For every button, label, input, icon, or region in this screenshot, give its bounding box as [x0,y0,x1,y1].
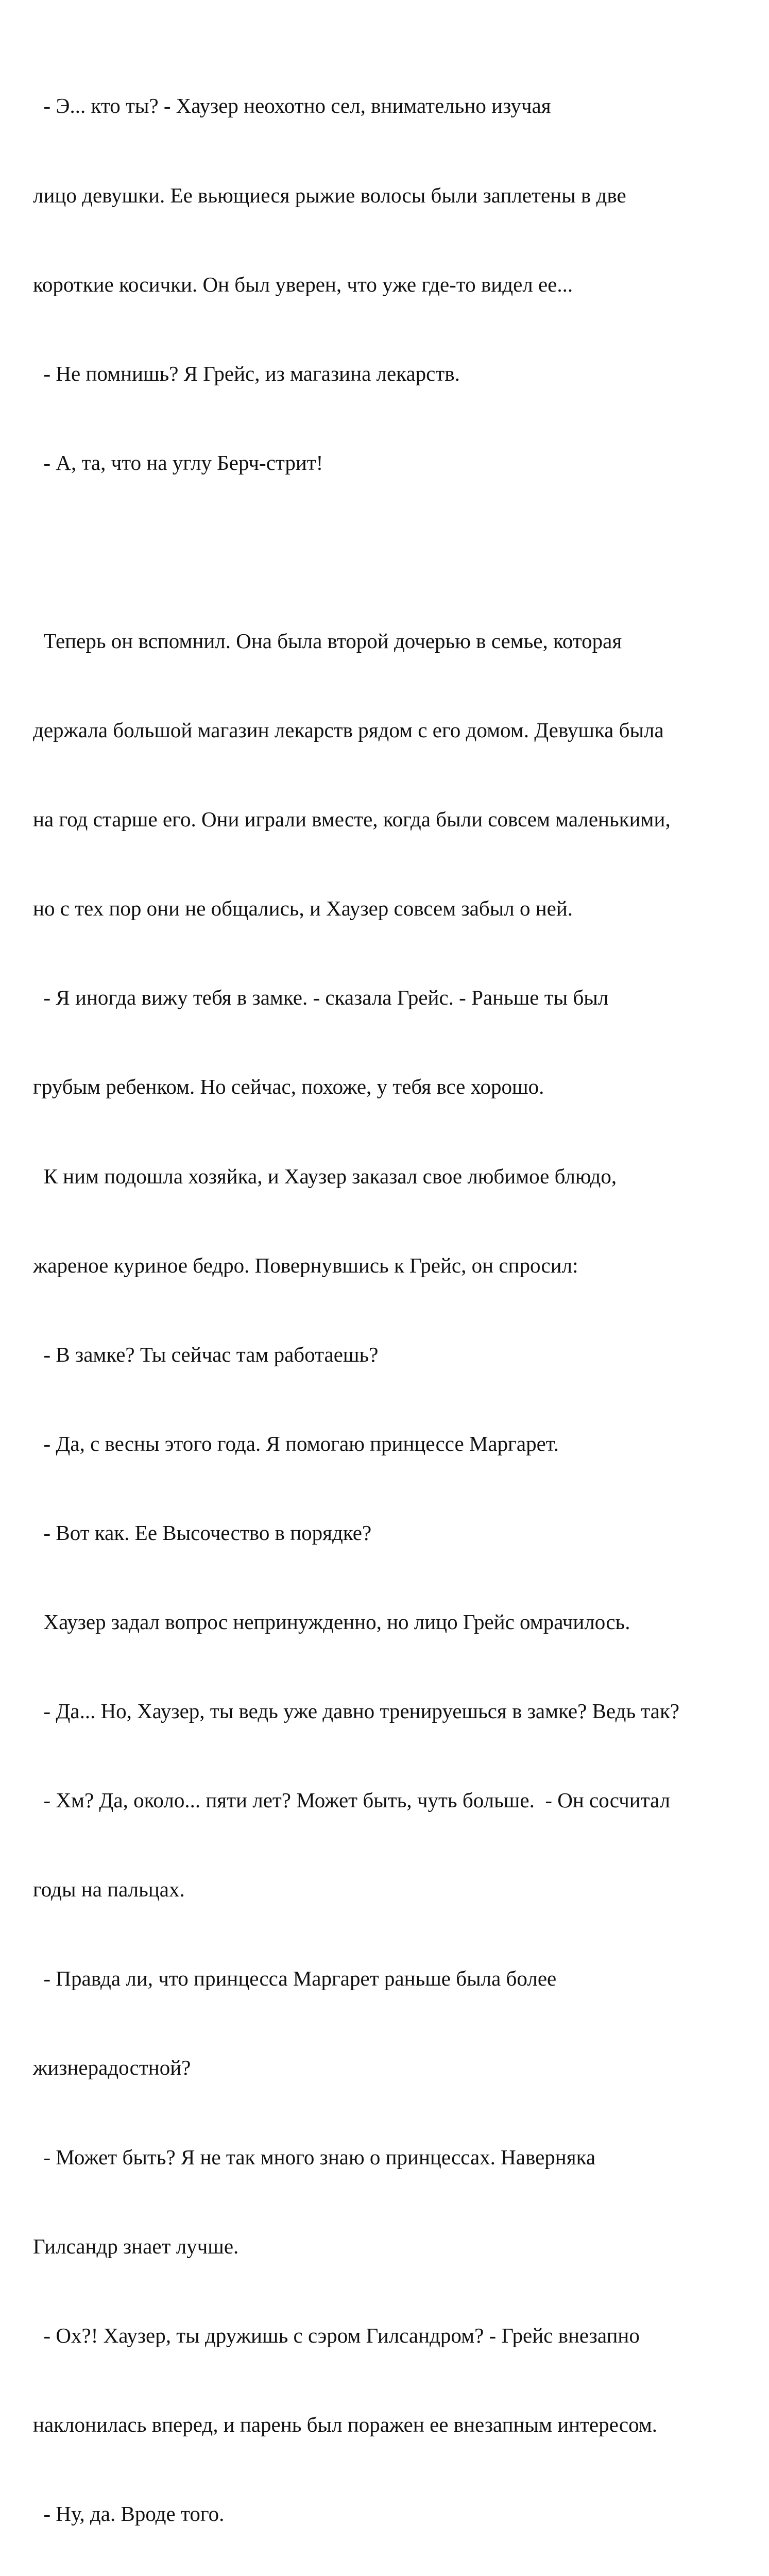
text-line: - А, та, что на углу Берч-стрит! [33,450,323,474]
text-line: - Я иногда вижу тебя в замке. - сказала Грейс. - Раньше ты был [33,986,609,1010]
text-line: держала большой магазин лекарств рядом с его домом. Девушка была [33,718,664,742]
text-line: - Не помнишь? Я Грейс, из магазина лекарств. [33,361,460,385]
text-line: - Ну, да. Вроде того. [33,2501,225,2526]
text-line: жареное куриное бедро. Повернувшись к Грейс, он спросил: [33,1253,578,1277]
text-line: но с тех пор они не общались, и Хаузер совсем забыл о ней. [33,896,573,921]
text-line: на год старше его. Они играли вместе, когда были совсем маленькими, [33,807,671,832]
text-line: короткие косички. Он был уверен, что уже где-то видел ее... [33,272,573,296]
text-line: - Вот как. Ее Высочество в порядке? [33,1520,372,1545]
text-line: - Ох?! Хаузер, ты дружишь с сэром Гилсандром? - Грейс внезапно [33,2323,640,2347]
body-text [33,32,754,2576]
text-line: - Правда ли, что принцесса Маргарет раньше была более [33,1967,557,1991]
text-line: - Да... Но, Хаузер, ты ведь уже давно тренируешься в замке? Ведь так? [33,1699,680,1723]
text-line: годы на пальцах. [33,1877,185,1902]
text-line: лицо девушки. Ее вьющиеся рыжие волосы были заплетены в две [33,183,626,207]
text-line: Теперь он вспомнил. Она была второй дочерью в семье, которая [33,629,622,653]
text-line: Хаузер задал вопрос непринужденно, но лицо Грейс омрачилось. [33,1610,630,1634]
text-line: - Может быть? Я не так много знаю о принцессах. Наверняка [33,2145,596,2169]
text-line: - Да, с весны этого года. Я помогаю принцессе Маргарет. [33,1431,559,1455]
text-line: - Хм? Да, около... пяти лет? Может быть, чуть больше. - Он сосчитал [33,1788,671,1812]
text-line: К ним подошла хозяйка, и Хаузер заказал свое любимое блюдо, [33,1164,617,1188]
text-line: грубым ребенком. Но сейчас, похоже, у тебя все хорошо. [33,1075,544,1099]
paragraph-gap [33,537,754,567]
text-line: - В замке? Ты сейчас там работаешь? [33,1342,379,1366]
text-line: жизнерадостной? [33,2056,191,2080]
text-line: наклонилась вперед, и парень был поражен ее внезапным интересом. [33,2412,658,2436]
text-line: Гилсандр знает лучше. [33,2234,239,2258]
text-line: - Э... кто ты? - Хаузер неохотно сел, внимательно изучая [33,94,551,118]
